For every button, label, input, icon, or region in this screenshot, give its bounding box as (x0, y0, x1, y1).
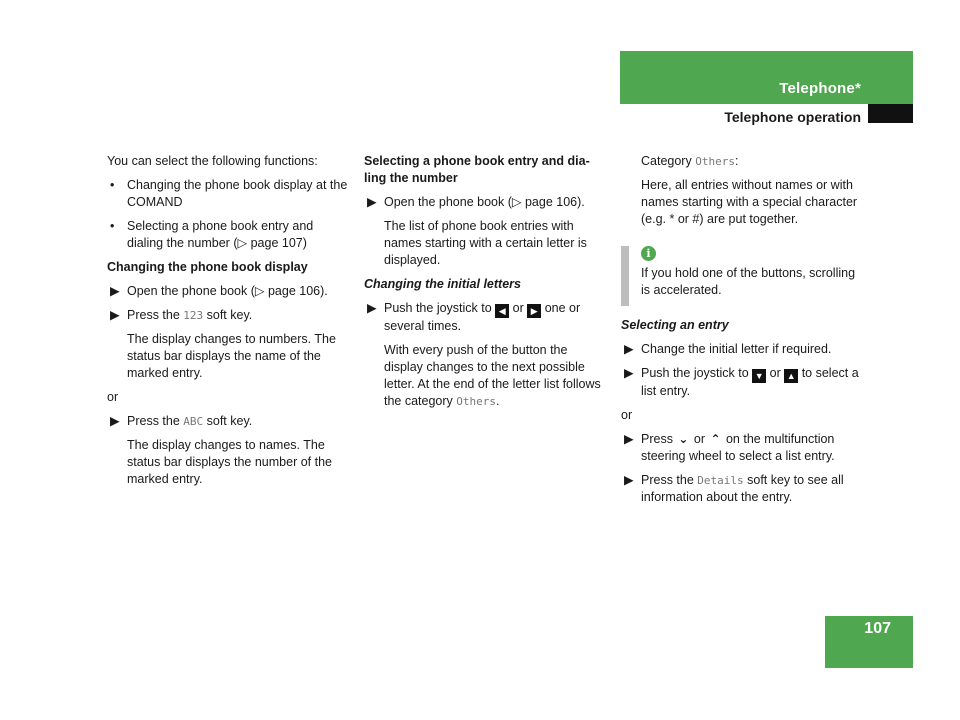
step-item (621, 431, 866, 465)
intro-text: You can select the following functions: (107, 154, 318, 168)
step-text: Press the (127, 308, 184, 322)
step-item (364, 300, 609, 335)
step-item (621, 365, 866, 400)
step-result: The display changes to names. The status bar displays the number of the marked entry. (127, 438, 332, 486)
step-text: or (690, 432, 709, 446)
step-item (621, 472, 866, 506)
list-item (107, 218, 352, 252)
step-triangle-icon: ▶ (367, 195, 377, 209)
softkey-label: 123 (183, 309, 204, 322)
page-ref-icon: ▷ (254, 284, 265, 298)
step-triangle-icon: ▶ (624, 342, 634, 356)
list-item-text: Changing the phone book display at the COMAND (127, 178, 348, 209)
step-triangle-icon: ▶ (367, 301, 377, 315)
wheel-down-icon: ⌄ (678, 432, 689, 446)
info-icon: i (641, 246, 656, 261)
step-text: Push the joystick to (641, 366, 753, 380)
list-item-text: Selecting a phone book entry and dialing the number ( (127, 219, 314, 250)
step-text: Change the initial letter if required. (641, 342, 832, 356)
step-result (364, 342, 609, 410)
step-text: Push the joystick to (384, 301, 496, 315)
step-text: on the multifunction steering wheel to select a list entry. (641, 432, 835, 463)
section-heading: Changing the phone book display (107, 260, 308, 274)
softkey-label: ABC (183, 415, 204, 428)
page-ref-link[interactable]: page 106). (264, 284, 328, 298)
step-result-text: With every push of the button the display changes to the next possible letter. At the end of the letter list follows the category (384, 343, 601, 408)
step-triangle-icon: ▶ (110, 308, 120, 322)
or-text: or (621, 408, 633, 422)
step-result: The list of phone book entries with names starting with a certain letter is displayed. (384, 219, 587, 267)
subsection-heading: Changing the initial letters (364, 277, 521, 291)
step-item (621, 341, 866, 358)
category-text: Category (641, 154, 696, 168)
step-item (107, 283, 352, 300)
column-3 (621, 153, 866, 513)
info-note (621, 246, 866, 299)
bullet-icon: • (110, 219, 115, 233)
step-item (364, 194, 609, 211)
step-text: soft key. (203, 308, 253, 322)
joystick-up-icon: ▲ (784, 369, 798, 383)
step-triangle-icon: ▶ (624, 473, 634, 487)
step-triangle-icon: ▶ (624, 366, 634, 380)
note-bar (621, 246, 629, 306)
list-item (107, 177, 352, 211)
subsection-title: Telephone operation (724, 109, 861, 125)
step-text: soft key. (203, 414, 253, 428)
column-1 (107, 153, 352, 495)
joystick-right-icon: ▶ (527, 304, 541, 318)
step-text: Press (641, 432, 677, 446)
step-text: Press the (127, 414, 184, 428)
subsection-heading: Selecting an entry (621, 318, 729, 332)
wheel-up-icon: ⌃ (710, 432, 721, 446)
step-triangle-icon: ▶ (110, 414, 120, 428)
step-text: Press the (641, 473, 698, 487)
page-ref-link[interactable]: page 106). (521, 195, 585, 209)
section-title: Telephone* (779, 80, 861, 97)
step-text: Open the phone book ( (127, 284, 255, 298)
category-description: Here, all entries without names or with names starting with a special character (e.g. * or #) are put together. (641, 178, 858, 226)
category-line (621, 153, 866, 170)
page-number: 107 (864, 620, 891, 637)
step-text: Open the phone book ( (384, 195, 512, 209)
step-text: to select a list entry. (641, 366, 859, 398)
bullet-icon: • (110, 178, 115, 192)
page-ref-icon: ▷ (237, 236, 248, 250)
step-item (107, 413, 352, 430)
joystick-down-icon: ▼ (752, 369, 766, 383)
step-item (107, 307, 352, 324)
step-text: or (509, 301, 528, 315)
header-marker (868, 104, 913, 123)
column-2 (364, 153, 609, 417)
page-ref-icon: ▷ (511, 195, 522, 209)
section-heading: Selecting a phone book entry and dia-ling the number (364, 154, 590, 185)
page-ref-link[interactable]: page 107) (247, 236, 307, 250)
step-text: soft key to see all information about the entry. (641, 473, 844, 504)
or-text: or (107, 390, 119, 404)
softkey-label: Details (697, 474, 744, 487)
note-text: If you hold one of the buttons, scrolling is accelerated. (641, 266, 856, 297)
step-text: one or several times. (384, 301, 581, 333)
step-text: or (766, 366, 785, 380)
step-result: The display changes to numbers. The status bar displays the name of the marked entry. (127, 332, 336, 380)
joystick-left-icon: ◀ (495, 304, 509, 318)
category-text: : (734, 154, 739, 168)
category-label: Others (695, 155, 735, 168)
category-label: Others (456, 395, 497, 408)
step-result-text: . (496, 394, 500, 408)
step-triangle-icon: ▶ (110, 284, 120, 298)
step-triangle-icon: ▶ (624, 432, 634, 446)
